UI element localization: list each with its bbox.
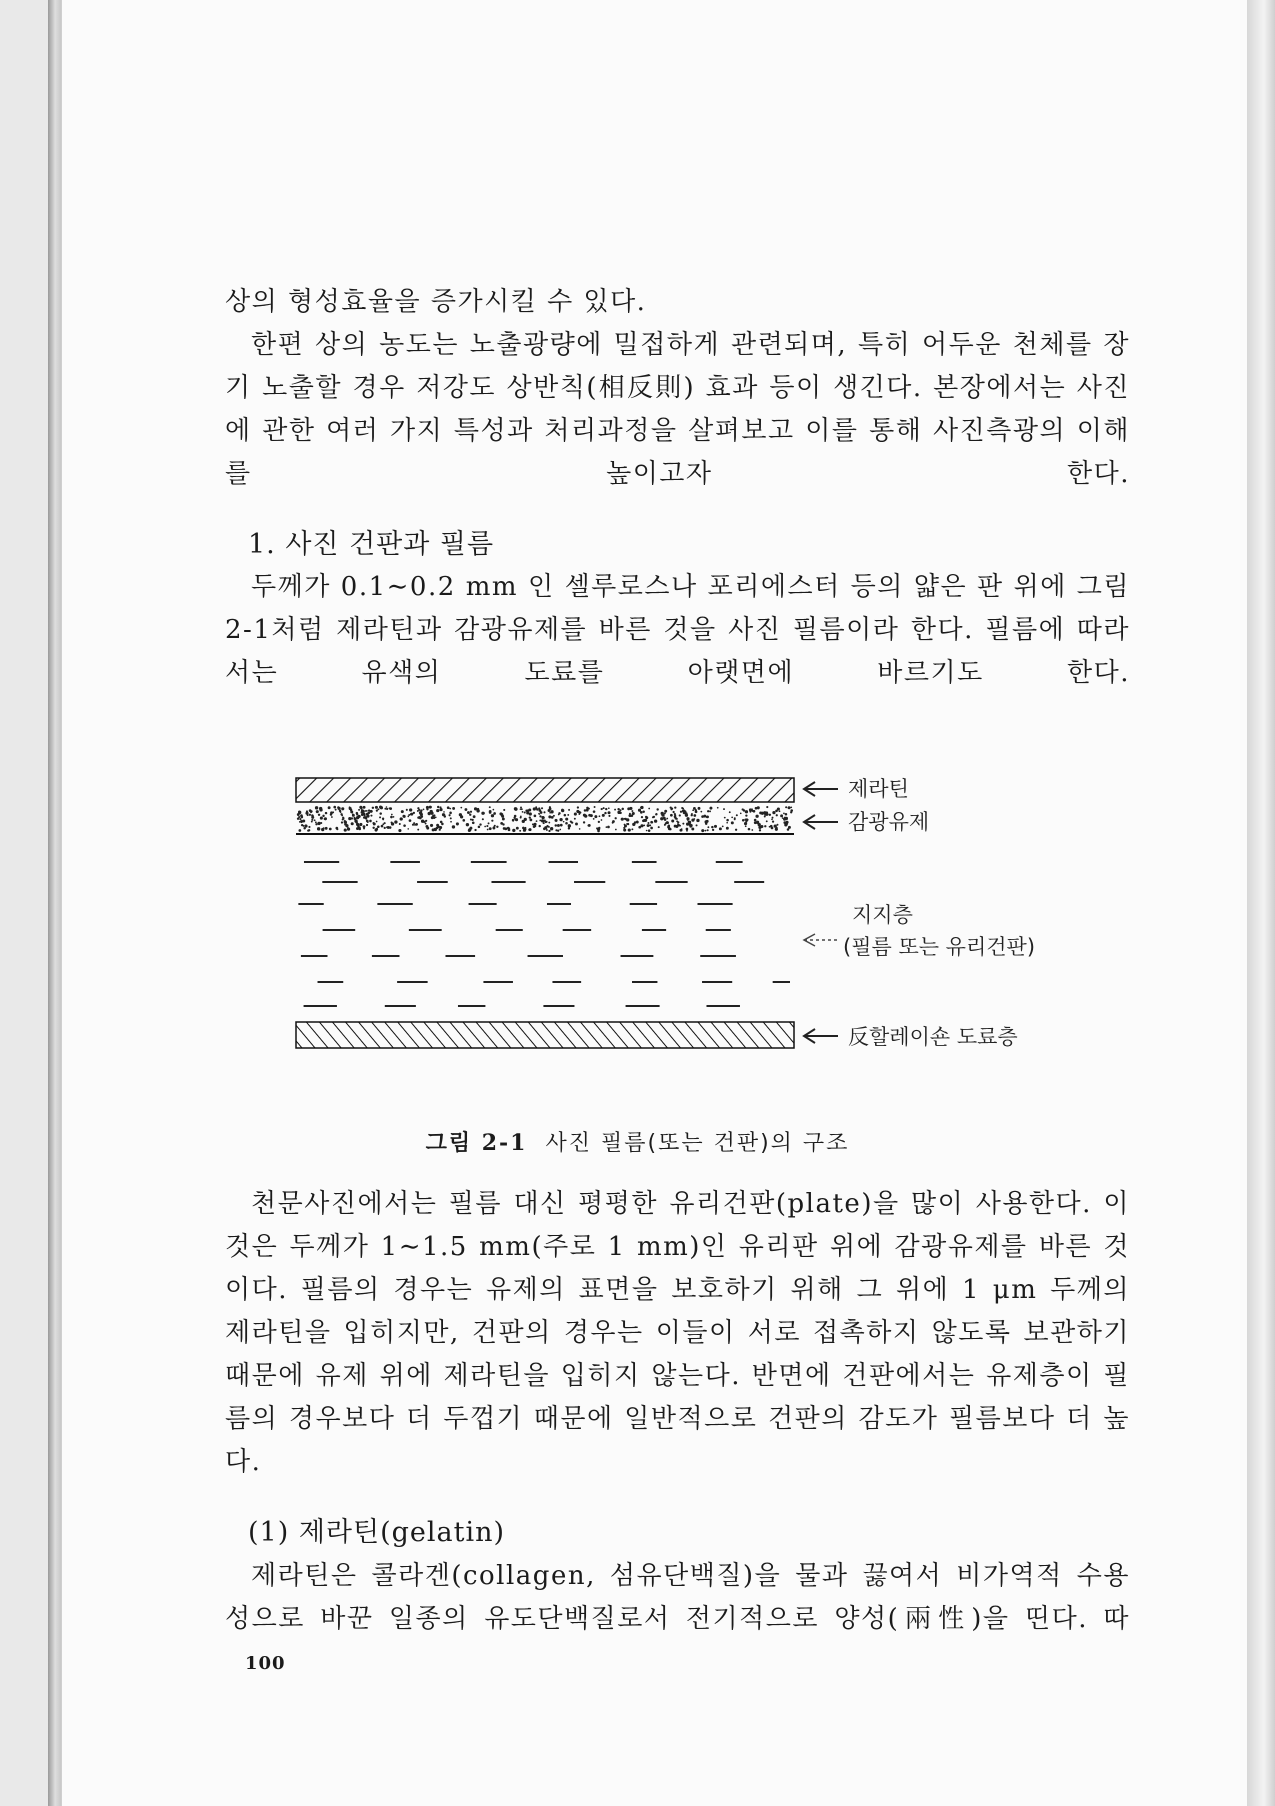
caption-number: 그림 2-1 bbox=[425, 1130, 528, 1156]
label-gelatin: 제라틴 bbox=[848, 777, 909, 801]
subsection1-paragraph: 제라틴은 콜라겐(collagen, 섬유단백질)을 물과 끓여서 비가역적 수용성으로 바꾼 일종의 유도단백질로서 전기적으로 양성(兩性)을 띤다. 따 bbox=[225, 1561, 1130, 1634]
page-number: 100 bbox=[245, 1653, 286, 1674]
antihalation-layer bbox=[296, 1022, 794, 1048]
subsection-heading: (1) 제라틴(gelatin) bbox=[248, 1517, 506, 1548]
arrow-icon bbox=[804, 1029, 838, 1043]
section2-block bbox=[225, 1183, 1130, 1484]
arrow-icon bbox=[804, 934, 838, 946]
caption-text: 사진 필름(또는 건판)의 구조 bbox=[545, 1131, 850, 1156]
figure-caption bbox=[0, 1126, 1275, 1157]
subsection1-block bbox=[225, 1555, 1130, 1641]
intro-line: 상의 형성효율을 증가시킬 수 있다. bbox=[225, 287, 647, 317]
section1-paragraph: 두께가 0.1∼0.2 mm 인 셀루로스나 포리에스터 등의 얇은 판 위에 그림 2-1처럼 제라틴과 감광유제를 바른 것을 사진 필름이라 한다. 필름에 따라서는 유색의 도료를 아랫면에 바르기도 한다. bbox=[225, 572, 1130, 688]
section-heading: 1. 사진 건판과 필름 bbox=[248, 529, 495, 560]
label-emulsion: 감광유제 bbox=[848, 810, 930, 834]
label-support-2: (필름 또는 유리건판) bbox=[843, 935, 1036, 959]
arrow-icon bbox=[804, 782, 838, 796]
intro-paragraph: 한편 상의 농도는 노출광량에 밀접하게 관련되며, 특히 어두운 천체를 장기 노출할 경우 저강도 상반칙(相反則) 효과 등이 생긴다. 본장에서는 사진에 관한 여러 가지 특성과 처리과정을 살펴보고 이를 통해 사진측광의 이해를 높이고자 한다. bbox=[225, 330, 1130, 489]
arrow-icon bbox=[804, 815, 838, 829]
support-layer bbox=[298, 862, 790, 1006]
gelatin-layer bbox=[296, 778, 794, 802]
intro-block bbox=[225, 281, 1130, 496]
section1-block bbox=[225, 566, 1130, 695]
label-antihalation: 反할레이숀 도료층 bbox=[848, 1025, 1018, 1049]
label-support-1: 지지층 bbox=[852, 903, 913, 927]
section2-paragraph: 천문사진에서는 필름 대신 평평한 유리건판(plate)을 많이 사용한다. 이것은 두께가 1∼1.5 mm(주로 1 mm)인 유리판 위에 감광유제를 바른 것이다. 필름의 경우는 유제의 표면을 보호하기 위해 그 위에 1 μm 두께의 제라틴을 입히지만, 건판의 경우는 이들이 서로 접촉하지 않도록 보관하기 때문에 유제 위에 제라틴을 입히지 않는다. 반면에 건판에서는 유제층이 필름의 경우보다 더 두껍기 때문에 일반적으로 건판의 감도가 필름보다 더 높다. bbox=[225, 1189, 1130, 1477]
page-edge bbox=[1247, 0, 1275, 1806]
film-structure-diagram bbox=[290, 770, 1090, 1070]
